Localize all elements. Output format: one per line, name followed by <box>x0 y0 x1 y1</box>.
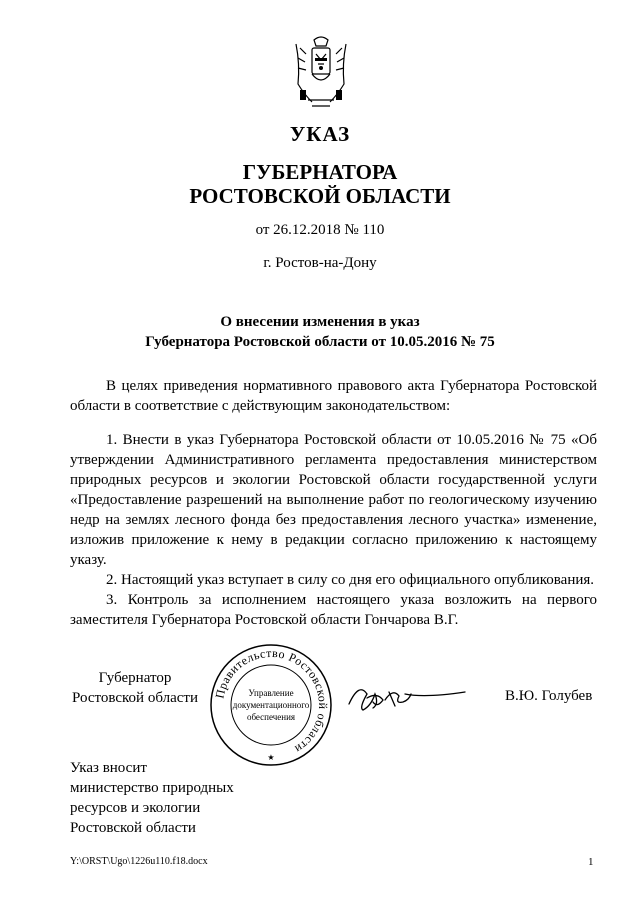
item-1: 1. Внести в указ Губернатора Ростовской области от 10.05.2016 № 75 «Об утверждении Административного регламента предоставления министерством природных ресурсов и экологии Ростовской области государственной услуги «Предоставление разрешений на выполнение работ по геологическому изучению недр на землях лесного фонда без предоставления лесного участка» изменение, изложив приложение к нему в редакции согласно приложению к настоящему указу. <box>70 432 597 568</box>
handwritten-signature <box>345 670 475 720</box>
item-2: 2. Настоящий указ вступает в силу со дня его официального опубликования. <box>106 572 595 588</box>
seal-star-icon: ★ <box>267 753 275 762</box>
coat-of-arms-icon <box>292 34 350 112</box>
signer-title <box>70 668 200 708</box>
seal-inner-line-3: обеспечения <box>246 712 296 722</box>
signer-title-line-2: Ростовской области <box>72 690 198 706</box>
note-line-3: ресурсов и экологии <box>70 800 201 816</box>
issuing-authority <box>0 160 640 208</box>
footer-file-path: Y:\ORST\Ugo\1226u110.f18.docx <box>70 856 208 867</box>
submitted-by-note <box>70 758 234 838</box>
signer-title-line-1: Губернатор <box>98 670 172 686</box>
intro-paragraph: В целях приведения нормативного правового акта Губернатора Ростовской области в соответствие с действующим законодательством: <box>70 378 597 414</box>
seal-ring-text: Правительство Ростовской области <box>212 645 331 757</box>
document-type-heading: УКАЗ <box>289 122 351 146</box>
item-3: 3. Контроль за исполнением настоящего указа возложить на первого заместителя Губернатора Ростовской области Гончарова В.Г. <box>70 592 597 628</box>
intro-paragraph-block <box>70 376 597 416</box>
decree-subject <box>0 312 640 352</box>
decree-items <box>70 430 597 630</box>
seal-inner-line-1: Управление <box>248 688 294 698</box>
city: г. Ростов-на-Дону <box>263 255 377 271</box>
official-seal <box>206 640 336 770</box>
note-line-4: Ростовской области <box>70 820 196 836</box>
subject-line-1: О внесении изменения в указ <box>220 314 420 330</box>
subject-line-2: Губернатора Ростовской области от 10.05.2016 № 75 <box>145 334 495 350</box>
authority-line-1: ГУБЕРНАТОРА <box>242 160 398 184</box>
signer-name: В.Ю. Голубев <box>505 688 593 704</box>
note-line-2: министерство природных <box>70 780 234 796</box>
seal-inner-line-2: документационного <box>232 700 310 710</box>
date-and-number: от 26.12.2018 № 110 <box>255 222 385 238</box>
page-number: 1 <box>588 856 594 868</box>
note-line-1: Указ вносит <box>70 760 147 776</box>
authority-line-2: РОСТОВСКОЙ ОБЛАСТИ <box>189 184 451 208</box>
